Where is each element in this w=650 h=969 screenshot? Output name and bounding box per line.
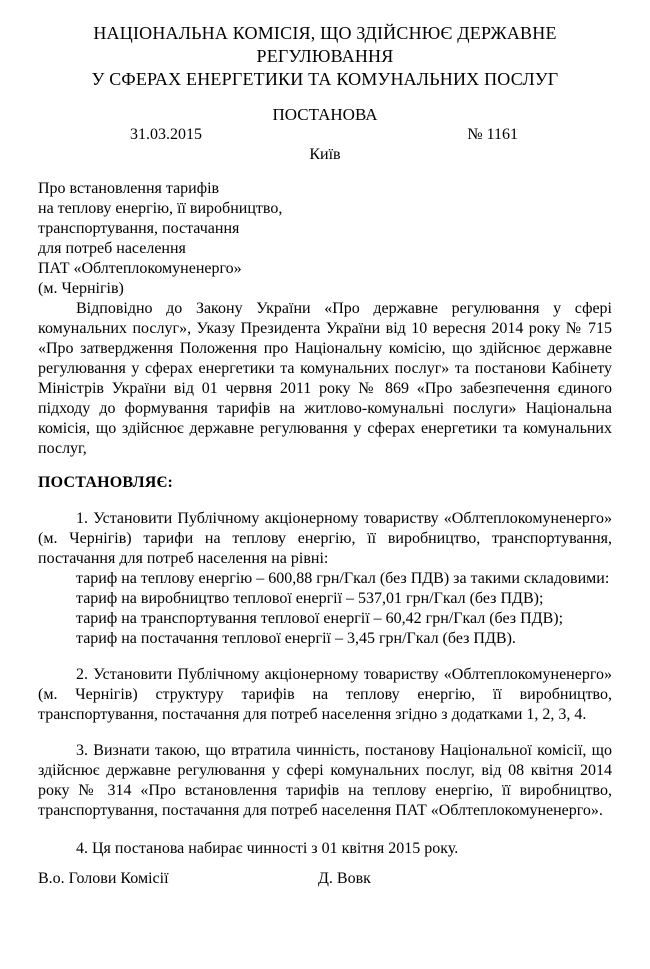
date-number-row	[38, 125, 612, 145]
resolution-item-2-paragraph: 2. Установити Публічному акціонерному товариству «Облтеплокомуненерго» (м. Чернігів) структуру тарифів на теплову енергію, її виробництво, транспортування, постачання для потреб населення згідно з додатками 1, 2, 3, 4.	[38, 666, 612, 723]
subject-line: транспортування, постачання	[38, 220, 240, 237]
resolution-item-4	[38, 839, 612, 859]
doc-type-heading: ПОСТАНОВА	[272, 105, 378, 124]
resolution-item-2	[38, 665, 612, 725]
tariff-transport-line: тариф на транспортування теплової енергії – 60,42 грн/Гкал (без ПДВ);	[76, 610, 564, 627]
doc-date: 31.03.2015	[130, 126, 202, 143]
signature-position: В.о. Голови Комісії	[38, 870, 169, 887]
org-name	[38, 22, 612, 91]
subject-block	[38, 179, 612, 299]
subject-line: ПАТ «Облтеплокомуненерго»	[38, 260, 242, 277]
resolution-item-1	[38, 509, 612, 649]
subject-line: Про встановлення тарифів	[38, 180, 220, 197]
tariff-total-line: тариф на теплову енергію – 600,88 грн/Гкал (без ПДВ) за такими складовими:	[76, 570, 610, 587]
org-name-line-2: У СФЕРАХ ЕНЕРГЕТИКИ ТА КОМУНАЛЬНИХ ПОСЛУГ	[91, 69, 559, 89]
resolution-item-3	[38, 741, 612, 821]
doc-number: № 1161	[467, 126, 518, 143]
org-name-line-1: НАЦІОНАЛЬНА КОМІСІЯ, ЩО ЗДІЙСНЮЄ ДЕРЖАВНЕ РЕГУЛЮВАННЯ	[93, 23, 557, 66]
tariff-supply-line: тариф на постачання теплової енергії – 3,45 грн/Гкал (без ПДВ).	[76, 630, 516, 647]
subject-line: на теплову енергію, її виробництво,	[38, 200, 283, 217]
resolution-item-3-paragraph: 3. Визнати такою, що втратила чинність, постанову Національної комісії, що здійснює державне регулювання у сфері комунальних послуг, від 08 квітня 2014 року № 314 «Про встановлення тарифів на теплову енергію, її виробництво, транспортування, постачання для потреб населення ПАТ «Облтеплокомуненерго».	[38, 742, 612, 819]
doc-city: Київ	[309, 146, 341, 163]
subject-line: для потреб населення	[38, 240, 186, 257]
signature-row	[38, 869, 612, 889]
tariff-production-line: тариф на виробництво теплової енергії – 537,01 грн/Гкал (без ПДВ);	[76, 590, 544, 607]
resolves-heading: ПОСТАНОВЛЯЄ:	[38, 474, 174, 491]
preamble-paragraph: Відповідно до Закону України «Про державне регулювання у сфері комунальних послуг», Указу Президента України від 10 вересня 2014 року № 715 «Про затвердження Положення про Національну комісію, що здійснює державне регулювання у сферах енергетики та комунальних послуг» та постанови Кабінету Міністрів України від 01 червня 2011 року № 869 «Про забезпечення єдиного підходу до формування тарифів на житлово-комунальні послуги» Національна комісія, що здійснює державне регулювання у сферах енергетики та комунальних послуг,	[38, 300, 612, 457]
resolution-item-1-paragraph: 1. Установити Публічному акціонерному товариству «Облтеплокомуненерго» (м. Чернігів) тарифи на теплову енергію, її виробництво, транспортування, постачання для потреб населення на рівні:	[38, 510, 612, 567]
resolution-item-4-paragraph: 4. Ця постанова набирає чинності з 01 квітня 2015 року.	[76, 840, 459, 857]
signature-name: Д. Вовк	[318, 870, 371, 887]
subject-line: (м. Чернігів)	[38, 280, 124, 297]
